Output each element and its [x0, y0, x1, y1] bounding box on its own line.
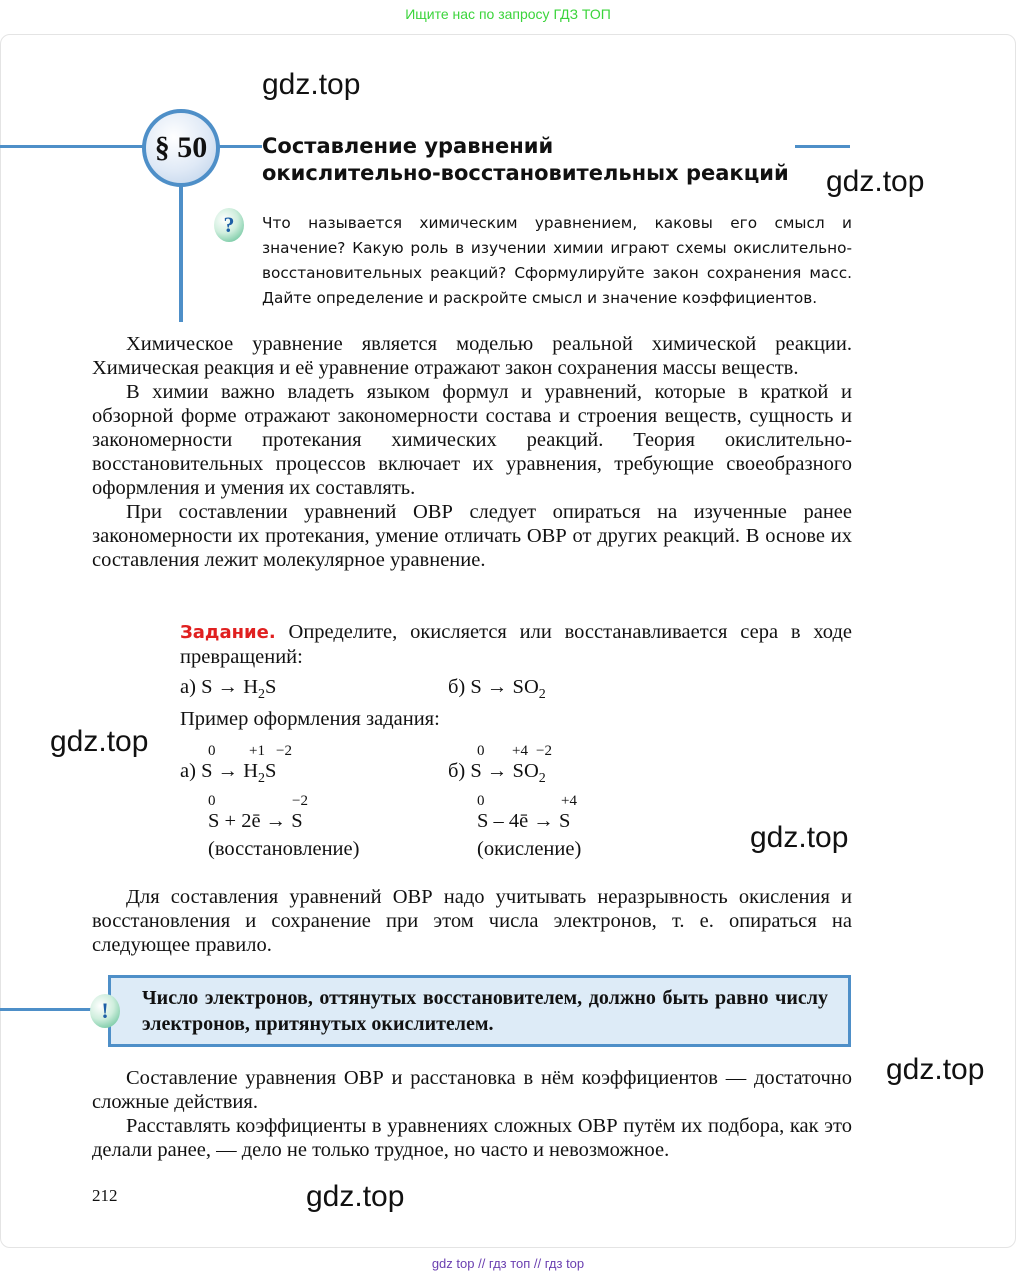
- example-a-tail: S: [265, 760, 277, 782]
- task-question: Определите, окисляется или восстанавливается сера в ходе превращений:: [180, 621, 852, 668]
- result-b: (окисление): [477, 838, 582, 860]
- task-b-formula: S → SO: [470, 676, 539, 698]
- task-label: Задание.: [180, 622, 276, 643]
- ox-b-s: 0: [477, 743, 485, 759]
- eq-a-ox-right: −2: [292, 793, 308, 809]
- equation-a: S + 2ē → S: [208, 810, 303, 832]
- eq-a-ox-left: 0: [208, 793, 216, 809]
- example-a-label: а): [180, 760, 196, 782]
- watermark: gdz.top: [750, 821, 849, 854]
- rule-intro: [92, 885, 852, 957]
- task-a-tail: S: [265, 676, 277, 698]
- task-a: [180, 676, 277, 702]
- ox-a-h: +1: [249, 743, 265, 759]
- top-banner: Ищите нас по запросу ГДЗ ТОП: [405, 6, 611, 22]
- closing-text: [92, 1066, 852, 1162]
- paragraph: При составлении уравнений ОВР следует опираться на изученные ранее закономерности их протекания, умение отличать ОВР от других реакций. В основе их составления лежит молекулярное уравнение.: [92, 501, 852, 571]
- question-text: Что называется химическим уравнением, каковы его смысл и значение? Какую роль в изучении химии играют схемы окислительно-восстановительных реакций? Сформулируйте закон сохранения масс. Дайте определение и раскройте смысл и значение коэффициентов.: [262, 214, 852, 307]
- task-text: [180, 620, 852, 670]
- example-b: [448, 760, 546, 786]
- eq-b-ox-right: +4: [561, 793, 577, 809]
- ox-a-s: 0: [208, 743, 216, 759]
- paragraph: Составление уравнения ОВР и расстановка в нём коэффициентов — достаточно сложные действия.: [92, 1067, 852, 1113]
- paragraph: Расставлять коэффициенты в уравнениях сложных ОВР путём их подбора, как это делали ранее, — дело не только трудное, но часто и невозможное.: [92, 1115, 852, 1161]
- ox-b-s4: +4: [512, 743, 528, 759]
- task-a-formula: S → H: [201, 676, 259, 698]
- rule-text: Число электронов, оттянутых восстановителем, должно быть равно числу электронов, притянутых окислителем.: [142, 987, 828, 1035]
- task-a-label: а): [180, 676, 196, 698]
- exclamation-icon: !: [90, 994, 120, 1028]
- task-a-sub: 2: [258, 687, 266, 702]
- example-a-sub: 2: [258, 771, 266, 786]
- watermark: gdz.top: [306, 1180, 405, 1213]
- intro-text: [92, 332, 852, 572]
- ox-b-o: −2: [536, 743, 552, 759]
- eq-b-ox-left: 0: [477, 793, 485, 809]
- watermark: gdz.top: [886, 1053, 985, 1086]
- header-vertical-line: [179, 180, 183, 322]
- paragraph: Для составления уравнений ОВР надо учитывать неразрывность окисления и восстановления и сохранение при этом числа электронов, т. е. опираться на следующее правило.: [92, 886, 852, 956]
- paragraph: В химии важно владеть языком формул и уравнений, которые в краткой и обзорной форме отражают закономерности состава и строения веществ, сущность и закономерности протекания химических реакций. Теория окислительно-восстановительных процессов включает их уравнения, требующие своеобразного оформления и умения их составлять.: [92, 381, 852, 499]
- example-a: [180, 760, 277, 786]
- question-icon: ?: [214, 208, 244, 242]
- section-title-line2: окислительно-восстановительных реакций: [262, 161, 789, 185]
- equation-b: S – 4ē → S: [477, 810, 571, 832]
- section-title: [262, 133, 795, 187]
- watermark: gdz.top: [50, 725, 149, 758]
- example-title: Пример оформления задания:: [180, 708, 440, 730]
- task-b-sub: 2: [538, 687, 546, 702]
- rule-line-left: [0, 1008, 92, 1011]
- example-b-formula: S → SO: [470, 760, 539, 782]
- example-a-formula: S → H: [201, 760, 259, 782]
- section-title-line1: Составление уравнений: [262, 134, 554, 158]
- bottom-banner: gdz top // гдз топ // гдз top: [431, 1256, 585, 1271]
- page-number: 212: [92, 1186, 118, 1205]
- example-b-sub: 2: [538, 771, 546, 786]
- ox-a-sulfide: −2: [276, 743, 292, 759]
- watermark: gdz.top: [262, 68, 361, 101]
- section-badge: [142, 109, 220, 187]
- result-a: (восстановление): [208, 838, 360, 860]
- task-b: [448, 676, 546, 702]
- watermark: gdz.top: [826, 165, 925, 198]
- header-line-left: [0, 145, 146, 148]
- task-b-label: б): [448, 676, 466, 698]
- paragraph: Химическое уравнение является моделью реальной химической реакции. Химическая реакция и её уравнение отражают закон сохранения массы веществ.: [92, 333, 852, 379]
- example-b-label: б): [448, 760, 466, 782]
- section-number: § 50: [154, 131, 208, 164]
